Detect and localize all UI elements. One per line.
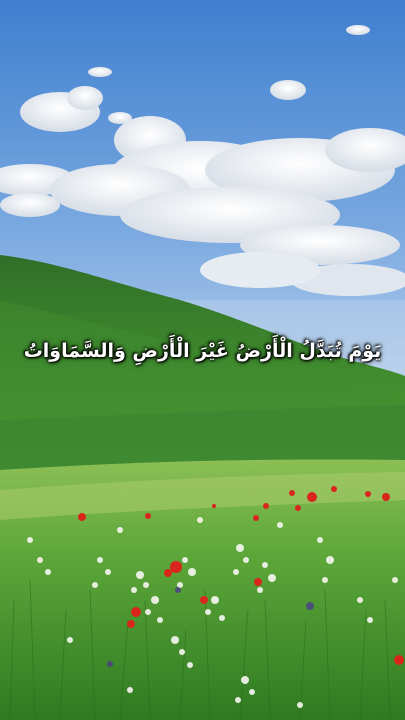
verse-caption: يَوْمَ تُبَدَّلُ الْأَرْضُ غَيْرَ الْأَرْضِ وَالسَّمَاوَاتُ bbox=[23, 340, 382, 362]
